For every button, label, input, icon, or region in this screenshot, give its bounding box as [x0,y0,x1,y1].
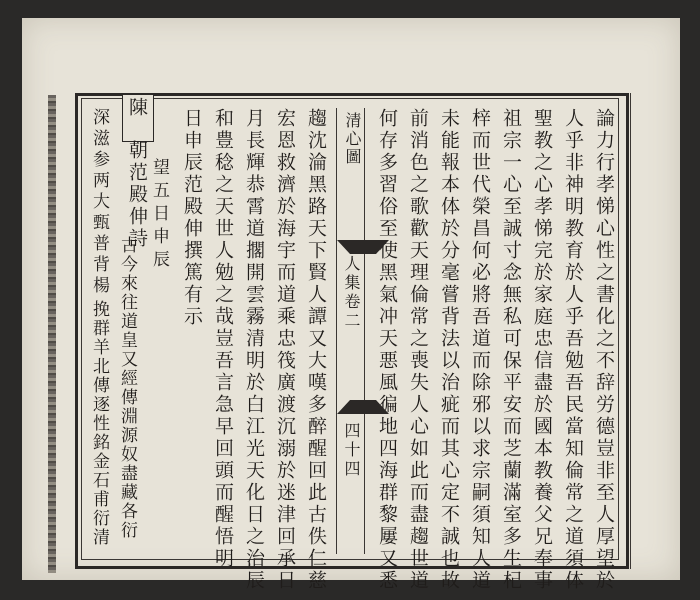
fold-page-number: 四十四 [342,422,361,479]
text-column-5: 梓而世代榮昌何必將吾道而除邪以求宗嗣須知人道 [469,108,491,592]
poem-header: 朝范殿伸詩 [126,140,148,250]
text-column-9: 趨沈淪黑路天下賢人譚又大嘆多醉醒回此古佚仁慈 [305,108,327,592]
frame-right-rule [630,93,631,569]
text-column-2: 人乎非神明教育於人乎吾勉吾民當知倫常之道須体 [562,108,584,592]
text-column-12: 和豊稔之天世人勉之哉豈吾言急早回頭而醒悟明 [212,108,234,570]
text-column-11: 月長輝恭霄道擱開雲霧清明於白江光天化日之治辰 [243,108,265,592]
fishtail-mark-bottom [337,400,389,414]
date-line: 望五日申辰 [149,158,169,273]
poem-line-2: 深滋参两大甄普背楊 [89,108,109,297]
fold-title: 清心圖 [343,112,362,166]
fishtail-mark-top [337,240,389,254]
fold-volume: 人集卷二 [342,255,361,331]
text-column-1: 論力行孝悌心性之書化之不辞労德豈非至人厚望於 [593,108,615,592]
text-column-8: 何存多習俗至使黑氣冲天悪風徧地四海群黎屢又悉 [376,108,398,592]
poem-line-1: 古今來往道皇又經傳淵源奴盡藏各衍 [117,236,137,540]
fold-line-right [336,108,337,554]
text-column-6: 未能報本体於分毫嘗背法以治疵而其心定不誠也故 [438,108,460,592]
text-column-4: 祖宗一心至誠寸念無私可保平安而芝蘭滿室多生杞 [500,108,522,592]
poem-line-3: 挽群羊北傳逐性銘金石甫衍清 [89,300,109,547]
text-column-13: 日申辰范殿伸撰篤有示 [181,108,203,328]
text-column-3: 聖教之心孝悌完於家庭忠信盡於國本教養父兄奉事 [531,108,553,592]
heading-character: 陳 [126,97,148,119]
text-column-10: 宏恩救濟於海宇而道乘忠筏廣渡沉溺於迷津回承日 [274,108,296,592]
stained-edge-strip [48,95,56,573]
text-column-7: 前消色之歌歡天理倫常之喪失人心如此而盡趨世道 [407,108,429,592]
fold-line-left [364,108,365,554]
